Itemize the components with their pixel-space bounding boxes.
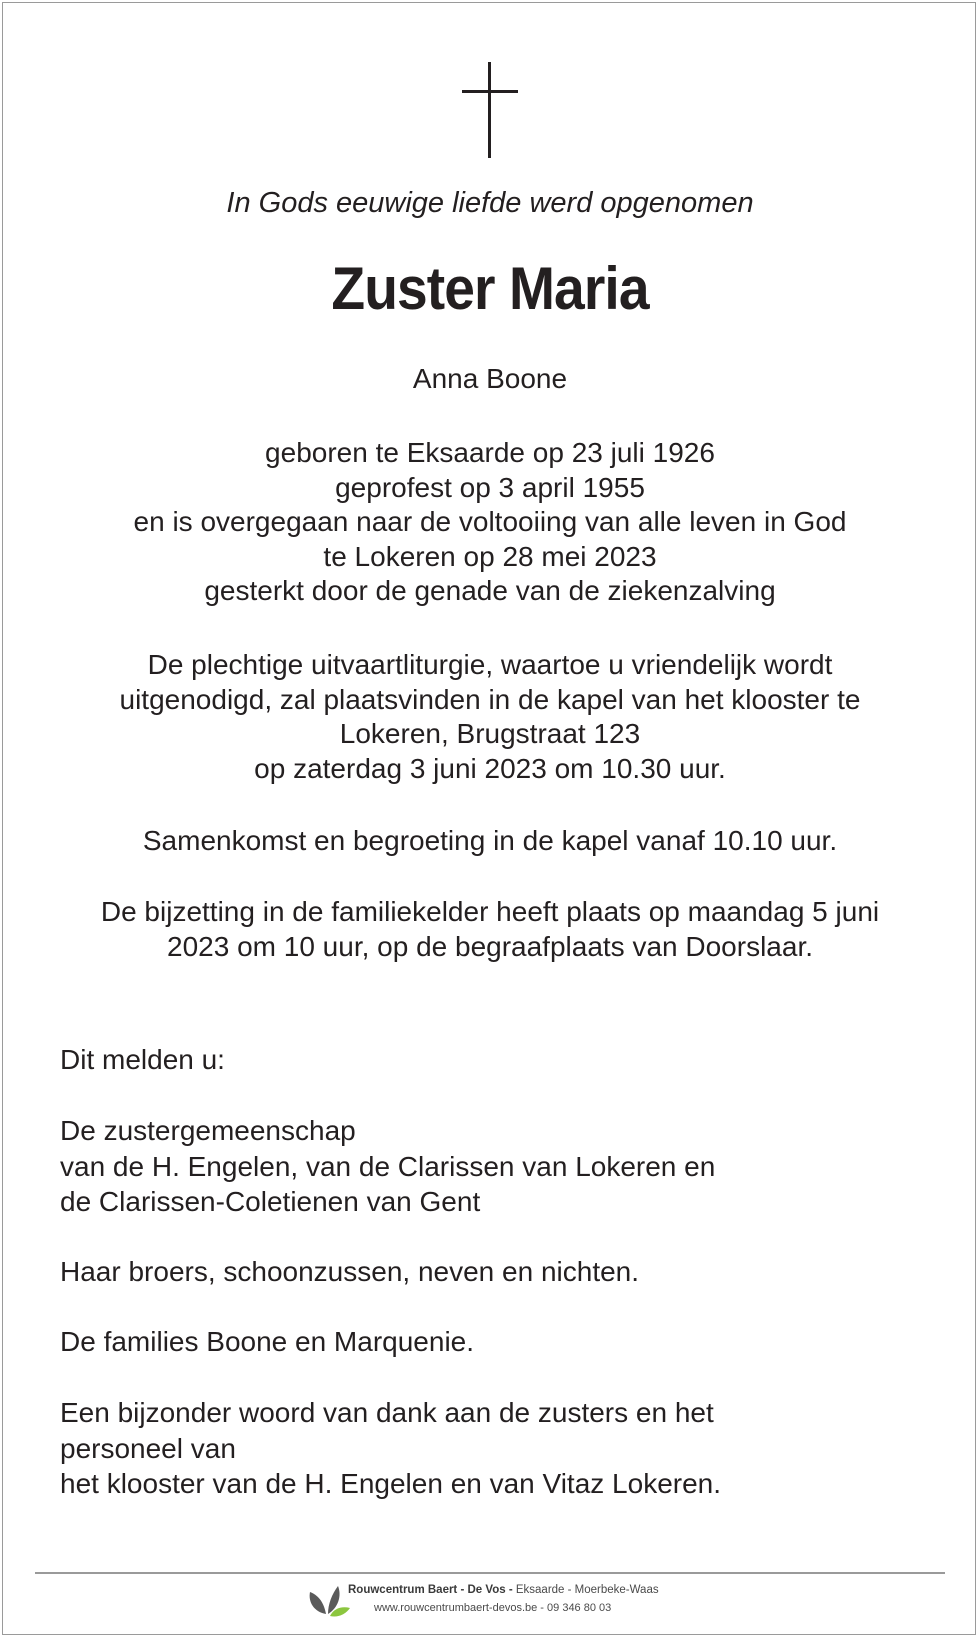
civil-name: Anna Boone bbox=[412, 363, 568, 394]
funeral-line: Lokeren, Brugstraat 123 bbox=[339, 718, 641, 749]
footer-company-name: Rouwcentrum Baert - De Vos - bbox=[348, 1584, 513, 1596]
life-detail-line: gesterkt door de genade van de ziekenzalving bbox=[204, 575, 776, 606]
life-detail-line: geboren te Eksaarde op 23 juli 1926 bbox=[265, 437, 715, 468]
leaf-logo-icon bbox=[306, 1584, 350, 1618]
community-line: van de H. Engelen, van de Clarissen van Lokeren en bbox=[60, 1150, 716, 1182]
burial-line: De bijzetting in de familiekelder heeft plaats op maandag 5 juni bbox=[100, 896, 880, 927]
gathering-line: Samenkomst en begroeting in de kapel vanaf 10.10 uur. bbox=[142, 825, 838, 856]
funeral-line: uitgenodigd, zal plaatsvinden in de kapel van het klooster te bbox=[119, 683, 861, 715]
community-line: de Clarissen-Coletienen van Gent bbox=[60, 1186, 481, 1217]
page-frame bbox=[2, 2, 976, 1635]
gathering-info bbox=[40, 824, 940, 859]
intro-text: In Gods eeuwige liefde werd opgenomen bbox=[226, 187, 754, 219]
cross-icon bbox=[462, 62, 518, 158]
life-detail-line: te Lokeren op 28 mei 2023 bbox=[323, 540, 657, 572]
announced-by: Dit melden u: bbox=[60, 1044, 225, 1075]
footer-company bbox=[348, 1584, 659, 1596]
footer-phone: 09 346 80 03 bbox=[547, 1602, 612, 1614]
thanks-line: personeel van bbox=[60, 1432, 236, 1464]
thanks-line: het klooster van de H. Engelen en van Vitaz Lokeren. bbox=[60, 1468, 722, 1499]
life-details bbox=[40, 436, 940, 609]
footer-divider bbox=[35, 1572, 945, 1574]
community-info bbox=[60, 1113, 940, 1220]
family-line-1: Haar broers, schoonzussen, neven en nichten. bbox=[60, 1256, 640, 1287]
footer-locations: Eksaarde - Moerbeke-Waas bbox=[512, 1584, 659, 1596]
funeral-info bbox=[40, 648, 940, 786]
burial-info bbox=[40, 895, 940, 964]
funeral-home-footer bbox=[300, 1578, 700, 1630]
footer-contact bbox=[374, 1602, 611, 1614]
funeral-line: op zaterdag 3 juni 2023 om 10.30 uur. bbox=[254, 752, 726, 784]
community-line: De zustergemeenschap bbox=[60, 1115, 356, 1146]
deceased-name: Zuster Maria bbox=[331, 255, 649, 322]
thanks-line: Een bijzonder woord van dank aan de zusters en het bbox=[60, 1397, 714, 1428]
family-line-2: De families Boone en Marquenie. bbox=[60, 1326, 475, 1357]
burial-line: 2023 om 10 uur, op de begraafplaats van Doorslaar. bbox=[167, 930, 813, 962]
funeral-line: De plechtige uitvaartliturgie, waartoe u vriendelijk wordt bbox=[147, 649, 833, 680]
life-detail-line: en is overgegaan naar de voltooiing van alle leven in God bbox=[133, 506, 847, 537]
footer-separator: - bbox=[537, 1602, 548, 1614]
life-detail-line: geprofest op 3 april 1955 bbox=[335, 471, 645, 503]
thanks-info bbox=[60, 1395, 940, 1502]
footer-website-link[interactable]: www.rouwcentrumbaert-devos.be bbox=[374, 1602, 538, 1614]
